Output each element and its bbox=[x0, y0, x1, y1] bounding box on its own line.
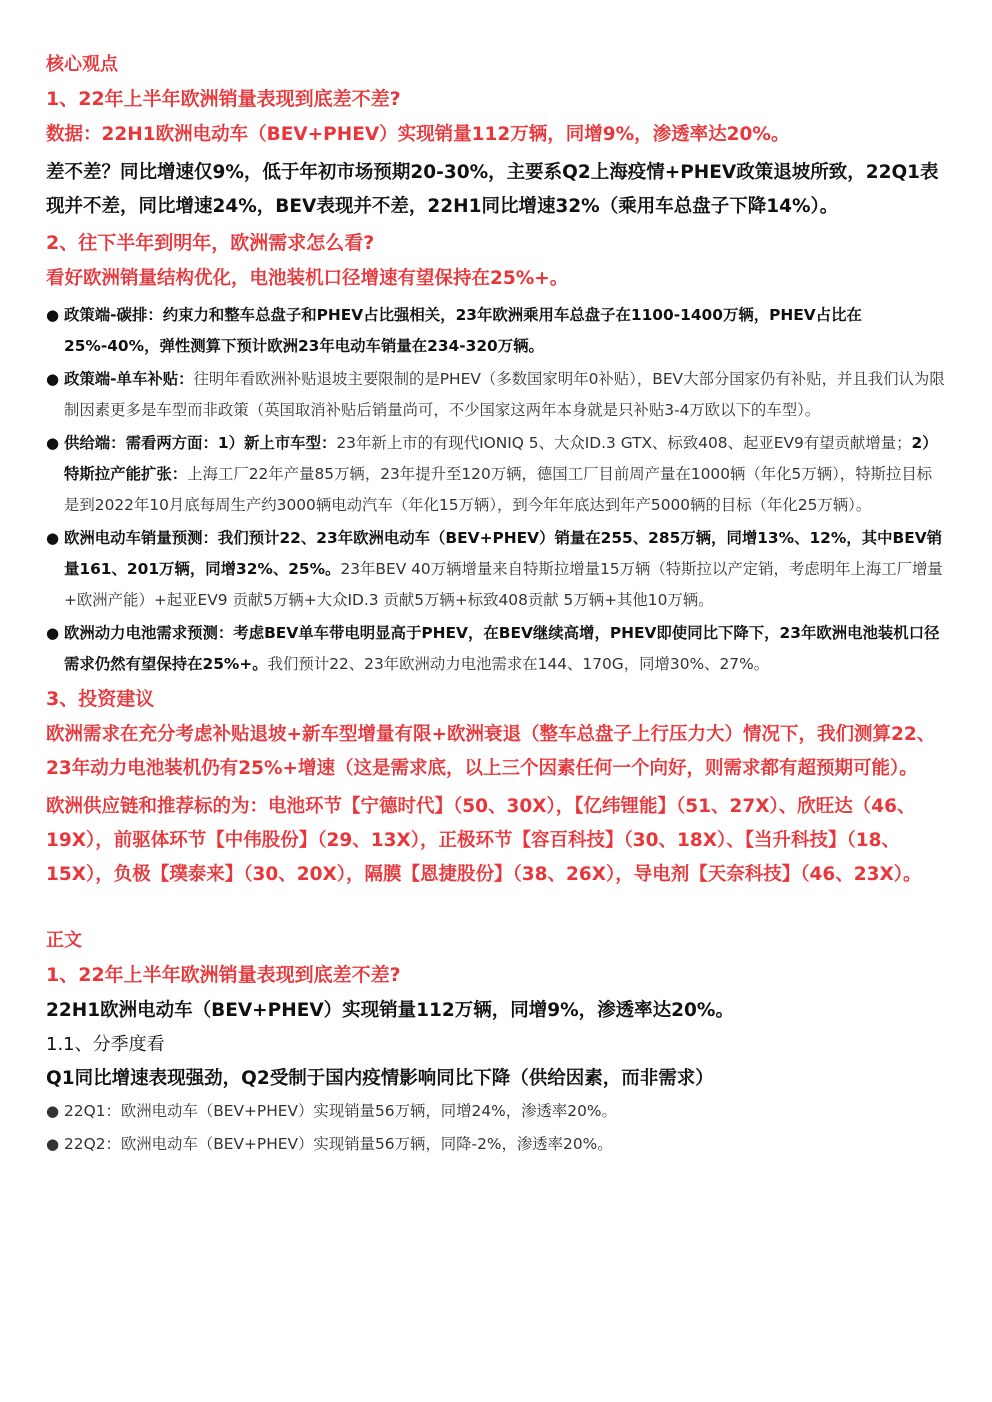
spacer bbox=[46, 896, 946, 926]
section-2-heading: 2、往下半年到明年，欧洲需求怎么看? bbox=[46, 232, 375, 254]
body-heading-1: 1、22年上半年欧洲销量表现到底差不差? bbox=[46, 964, 401, 986]
bullet-rest: 我们预计22、23年欧洲动力电池需求在144、170G，同增30%、27%。 bbox=[267, 655, 770, 673]
body-heading-1-1: 1.1、分季度看 bbox=[46, 1034, 165, 1055]
bullet-22q1 bbox=[46, 1096, 946, 1127]
bullet-mid: 23年新上市的有现代IONIQ 5、大众ID.3 GTX、标致408、起亚EV9有望贡献增量； bbox=[336, 434, 912, 452]
section-3-para-1: 欧洲需求在充分考虑补贴退坡+新车型增量有限+欧洲衰退（整车总盘子上行压力大）情况下，我们测算22、23年动力电池装机仍有25%+增速（这是需求底，以上三个因素任何一个向好，则需求都有超预期可能）。 bbox=[46, 724, 936, 779]
body-heading-1-1-sub: Q1同比增速表现强劲，Q2受制于国内疫情影响同比下降（供给因素，而非需求） bbox=[46, 1068, 714, 1089]
bullet-text: 22Q1：欧洲电动车（BEV+PHEV）实现销量56万辆，同增24%，渗透率20%。 bbox=[64, 1102, 617, 1120]
bullet-lead: 政策端-单车补贴： bbox=[64, 370, 194, 388]
bullet-rest: 23年BEV 40万辆增量来自特斯拉增量15万辆（特斯拉以产定销，考虑明年上海工厂增量+欧洲产能）+起亚EV9 贡献5万辆+大众ID.3 贡献5万辆+标致408贡献 5万辆+其他10万辆。 bbox=[64, 560, 943, 609]
section-3-heading: 3、投资建议 bbox=[46, 688, 155, 710]
bullet-22q2 bbox=[46, 1129, 946, 1160]
bullet-subsidy-policy bbox=[46, 364, 946, 426]
section-1-heading: 1、22年上半年欧洲销量表现到底差不差? bbox=[46, 88, 401, 110]
bullet-dot-icon: ● bbox=[46, 306, 60, 324]
bullet-dot-icon: ● bbox=[46, 434, 60, 452]
bullet-dot-icon: ● bbox=[46, 529, 60, 547]
core-title: 核心观点 bbox=[46, 54, 118, 75]
document-page bbox=[46, 50, 946, 1164]
bullet-dot-icon: ● bbox=[46, 370, 60, 388]
bullet-dot-icon: ● bbox=[46, 624, 60, 642]
section-3-para-2: 欧洲供应链和推荐标的为：电池环节【宁德时代】（50、30X），【亿纬锂能】（51、27X）、欣旺达（46、19X），前驱体环节【中伟股份】（29、13X），正极环节【容百科技】（30、18X）、【当升科技】（18、15X），负极【璞泰来】（30、20X），隔膜【恩捷股份】（38、26X），导电剂【天奈科技】（46、23X）。 bbox=[46, 796, 922, 885]
bullet-lead-2: 2）特斯拉产能扩张： bbox=[64, 434, 938, 483]
bullet-text: 22Q2：欧洲电动车（BEV+PHEV）实现销量56万辆，同降-2%，渗透率20%。 bbox=[64, 1135, 613, 1153]
bullet-lead: 欧洲动力电池需求预测：考虑BEV单车带电明显高于PHEV，在BEV继续高增，PHEV即使同比下降下，23年欧洲电池装机口径需求仍然有望保持在25%+。 bbox=[64, 624, 940, 673]
section-1-analysis: 差不差？同比增速仅9%，低于年初市场预期20-30%，主要系Q2上海疫情+PHEV政策退坡所致，22Q1表现并不差，同比增速24%，BEV表现并不差，22H1同比增速32%（乘用车总盘子下降14%）。 bbox=[46, 162, 939, 217]
body-title: 正文 bbox=[46, 930, 82, 951]
section-2-summary: 看好欧洲销量结构优化，电池装机口径增速有望保持在25%+。 bbox=[46, 268, 569, 289]
bullet-supply bbox=[46, 428, 946, 521]
bullet-dot-icon: ● bbox=[46, 1102, 60, 1120]
section-2-bullets bbox=[46, 300, 946, 680]
body-heading-1-sub: 22H1欧洲电动车（BEV+PHEV）实现销量112万辆，同增9%，渗透率达20%。 bbox=[46, 1000, 734, 1021]
bullet-battery-demand-forecast bbox=[46, 618, 946, 680]
section-1-data: 数据：22H1欧洲电动车（BEV+PHEV）实现销量112万辆，同增9%，渗透率达20%。 bbox=[46, 124, 790, 145]
bullet-dot-icon: ● bbox=[46, 1135, 60, 1153]
bullet-rest: 往明年看欧洲补贴退坡主要限制的是PHEV（多数国家明年0补贴），BEV大部分国家仍有补贴，并且我们认为限制因素更多是车型而非政策（英国取消补贴后销量尚可，不少国家这两年本身就是只补贴3-4万欧以下的车型）。 bbox=[64, 370, 945, 419]
bullet-lead: 欧洲电动车销量预测：我们预计22、23年欧洲电动车（BEV+PHEV）销量在255、285万辆，同增13%、12%，其中BEV销量161、201万辆，同增32%、25%。 bbox=[64, 529, 943, 578]
bullet-carbon-policy bbox=[46, 300, 946, 362]
bullet-lead: 供给端：需看两方面：1）新上市车型： bbox=[64, 434, 337, 452]
bullet-rest: 上海工厂22年产量85万辆，23年提升至120万辆，德国工厂目前周产量在1000辆（年化5万辆），特斯拉目标是到2022年10月底每周生产约3000辆电动汽车（年化15万辆），到今年年底达到年产5000辆的目标（年化25万辆）。 bbox=[64, 465, 933, 514]
bullet-ev-sales-forecast bbox=[46, 523, 946, 616]
bullet-text: 政策端-碳排：约束力和整车总盘子和PHEV占比强相关，23年欧洲乘用车总盘子在1100-1400万辆，PHEV占比在25%-40%，弹性测算下预计欧洲23年电动车销量在234-320万辆。 bbox=[64, 306, 862, 355]
body-bullets bbox=[46, 1096, 946, 1160]
